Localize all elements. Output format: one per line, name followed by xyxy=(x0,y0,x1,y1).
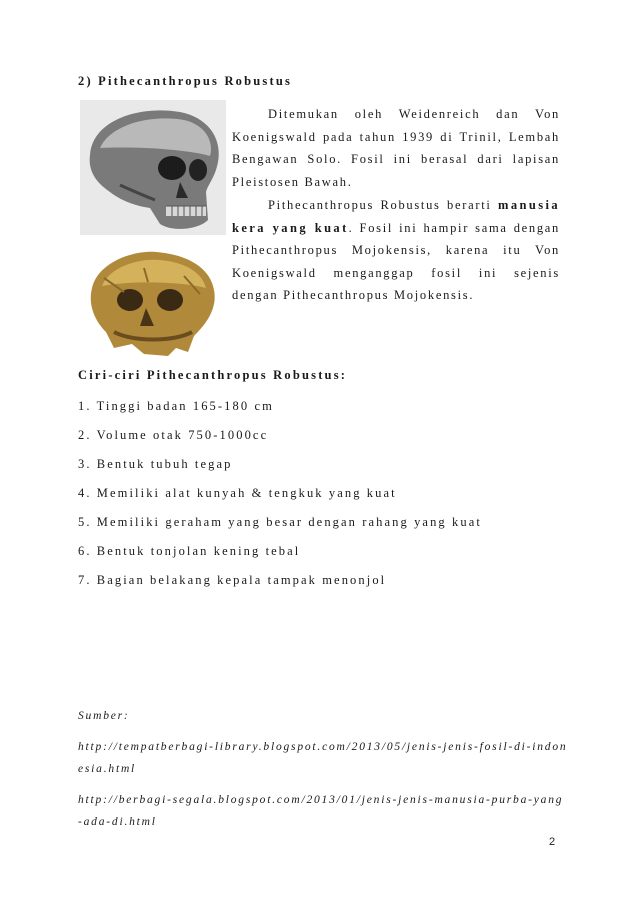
section-title: 2) Pithecanthropus Robustus xyxy=(78,74,293,88)
skull-photo xyxy=(80,100,226,235)
paragraph-discovery-text: Ditemukan oleh Weidenreich dan Von Koenigswald pada tahun 1939 di Trinil, Lembah Bengawan Solo. Fosil ini berasal dari lapisan Pleistosen Bawah. xyxy=(232,107,560,189)
list-item: 4. Memiliki alat kunyah & tengkuk yang kuat xyxy=(78,486,397,500)
list-item: 6. Bentuk tonjolan kening tebal xyxy=(78,544,301,558)
list-item: 3. Bentuk tubuh tegap xyxy=(78,457,233,471)
sources-section xyxy=(78,705,568,842)
list-item: 2. Volume otak 750-1000cc xyxy=(78,428,269,442)
list-item: 7. Bagian belakang kepala tampak menonjol xyxy=(78,573,387,587)
characteristics-title: Ciri-ciri Pithecanthropus Robustus: xyxy=(78,368,348,382)
sources-label: Sumber: xyxy=(78,710,130,722)
paragraph-meaning xyxy=(232,194,560,307)
characteristics-list xyxy=(78,395,482,598)
fossil-skull-photo xyxy=(84,248,220,360)
page-number: 2 xyxy=(549,836,556,848)
list-item: 5. Memiliki geraham yang besar dengan rahang yang kuat xyxy=(78,515,482,529)
source-link[interactable]: http://tempatberbagi-library.blogspot.com/2013/05/jenis-jenis-fosil-di-indonesia.html xyxy=(78,741,568,775)
paragraph-meaning-bold: manusia kera yang kuat xyxy=(232,198,560,235)
paragraph-discovery xyxy=(232,103,560,193)
source-link[interactable]: http://berbagi-segala.blogspot.com/2013/01/jenis-jenis-manusia-purba-yang-ada-di.html xyxy=(78,794,564,828)
paragraph-meaning-before: Pithecanthropus Robustus berarti xyxy=(268,198,499,212)
list-item: 1. Tinggi badan 165-180 cm xyxy=(78,399,274,413)
paragraph-meaning-after: . Fosil ini hampir sama dengan Pithecanthropus Mojokensis, karena itu Von Koenigswald menganggap fosil ini sejenis dengan Pithecanthropus Mojokensis. xyxy=(232,220,560,303)
